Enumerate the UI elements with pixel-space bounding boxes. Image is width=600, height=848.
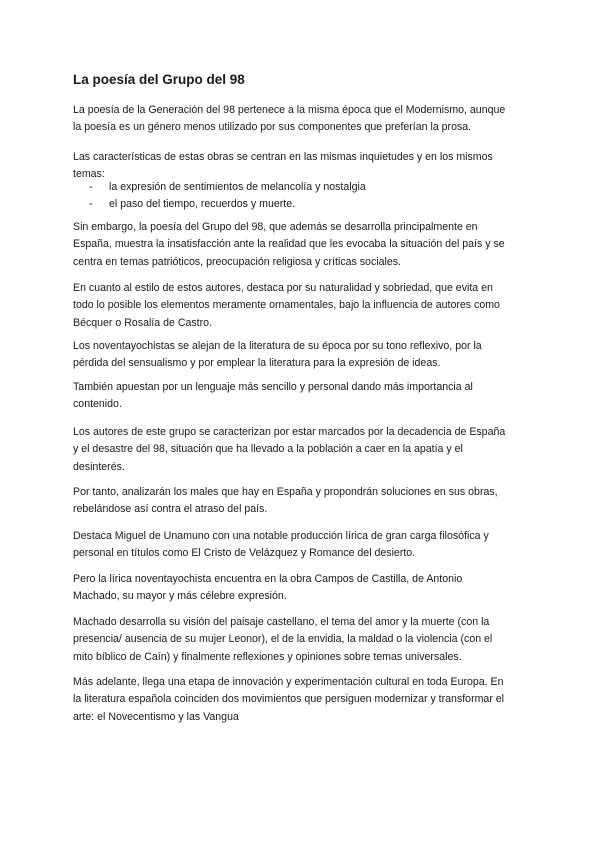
paragraph-line: desinterés. [73,460,125,473]
paragraph-males [73,484,543,519]
paragraph-line: Machado, su mayor y más célebre expresión. [73,590,287,603]
paragraph-line: España, muestra la insatisfacción ante la realidad que les evocaba la situación del país y se [73,238,505,251]
paragraph-line: y el desastre del 98, situación que ha llevado a la población a caer en la apatía y el [73,443,463,456]
themes-list [73,179,366,213]
paragraph-line: Más adelante, llega una etapa de innovación y experimentación cultural en toda Europa. En [73,676,504,688]
paragraph-line: La poesía de la Generación del 98 pertenece a la misma época que el Modernismo, aunque [73,104,506,116]
paragraph-estilo [73,280,543,332]
paragraph-machado [73,614,543,666]
paragraph-tono [73,338,543,373]
paragraph-line: centra en temas patrióticos, preocupación religiosa y críticas sociales. [73,255,401,268]
paragraph-line: También apuestan por un lenguaje más sencillo y personal dando más importancia al [73,381,473,393]
paragraph-line: En cuanto al estilo de estos autores, destaca por su naturalidad y sobriedad, que evita en [73,282,493,294]
paragraph-unamuno [73,528,543,563]
paragraph-line: personal en títulos como El Cristo de Velázquez y Romance del desierto. [73,547,416,560]
paragraph-line: Las características de estas obras se centran en las mismas inquietudes y en los mismos [73,151,493,163]
paragraph-line: la literatura española coinciden dos movimientos que persiguen modernizar y transformar el [73,693,505,706]
paragraph-line: pérdida del sensualismo y por emplear la literatura para la expresión de ideas. [73,357,441,370]
paragraph-line: la poesía es un género menos utilizado por sus componentes que preferían la prosa. [73,121,472,134]
paragraph-line: Sin embargo, la poesía del Grupo del 98, que además se desarrolla principalmente en [73,221,478,233]
document-title: La poesía del Grupo del 98 [73,72,245,87]
paragraph-line: Destaca Miguel de Unamuno con una notable producción lírica de gran carga filosófica y [73,530,489,542]
list-dash: - [89,181,93,193]
list-item [73,196,366,213]
paragraph-line: Por tanto, analizarán los males que hay en España y propondrán soluciones en sus obras, [73,486,498,498]
paragraph-campos-de-castilla [73,571,543,606]
paragraph-mas-adelante [73,674,543,726]
paragraph-line: rebelándose así contra el atraso del país. [73,503,268,516]
list-item-text: el paso del tiempo, recuerdos y muerte. [109,198,296,210]
paragraph-line: contenido. [73,398,122,411]
paragraph-line: Los noventayochistas se alejan de la literatura de su época por su tono reflexivo, por la [73,340,482,352]
paragraph-sin-embargo [73,219,543,271]
list-dash: - [89,198,93,210]
paragraph-intro [73,102,543,137]
paragraph-line: mito bíblico de Caín) y finalmente reflexiones y opiniones sobre temas universales. [73,650,462,663]
paragraph-lenguaje [73,379,543,414]
paragraph-line: arte: el Novecentismo y las Vangua [73,710,239,723]
list-item [73,179,366,196]
paragraph-line: todo lo posible los elementos meramente ornamentales, bajo la influencia de autores como [73,299,500,312]
paragraph-line: Machado desarrolla su visión del paisaje castellano, el tema del amor y la muerte (con la [73,616,490,628]
paragraph-line: temas: [73,168,105,181]
paragraph-line: Pero la lírica noventayochista encuentra en la obra Campos de Castilla, de Antonio [73,573,463,585]
paragraph-line: Bécquer o Rosalía de Castro. [73,316,212,329]
paragraph-line: presencia/ ausencia de su mujer Leonor), el de la envidia, la maldad o la violencia (con el [73,633,493,646]
paragraph-decadencia [73,424,543,476]
paragraph-line: Los autores de este grupo se caracterizan por estar marcados por la decadencia de España [73,426,506,438]
list-item-text: la expresión de sentimientos de melancolía y nostalgia [109,181,366,193]
